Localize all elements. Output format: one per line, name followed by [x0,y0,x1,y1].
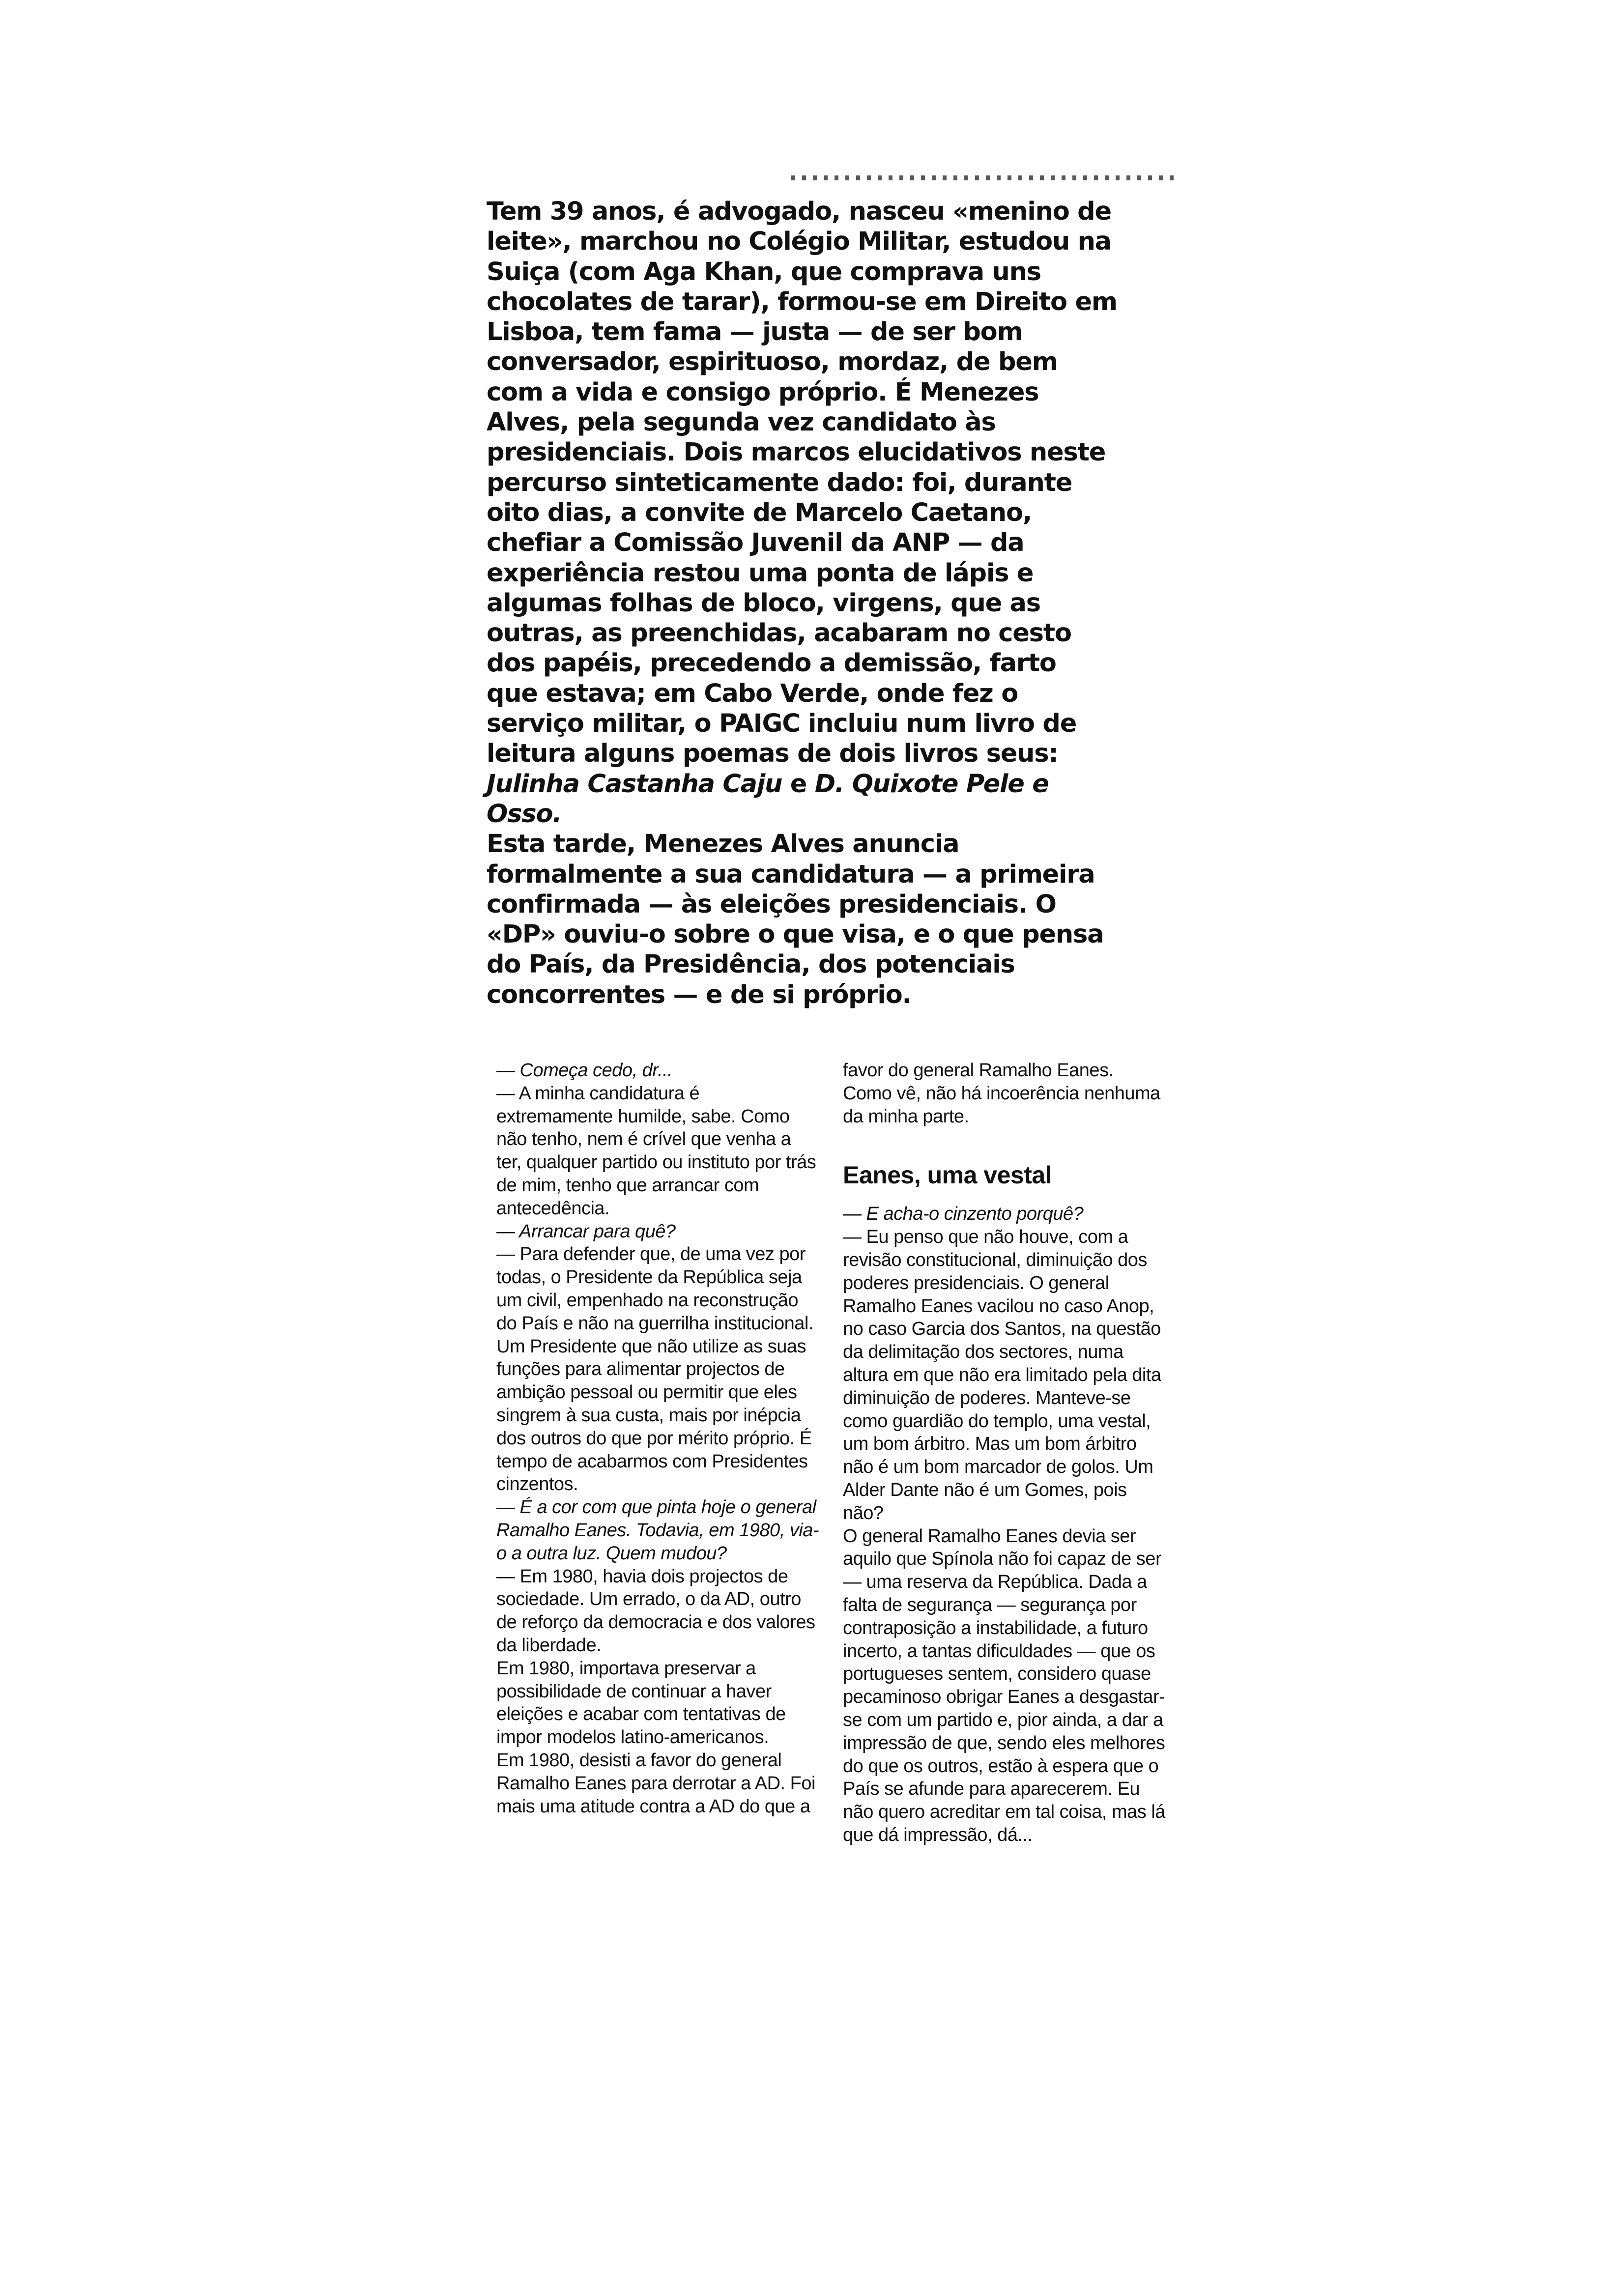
intro-line: serviço militar, o PAIGC incluiu num livro de [487,709,1077,739]
intro-line: algumas folhas de bloco, virgens, que as [487,588,1040,618]
intro-line: conversador, espirituoso, mordaz, de bem [487,347,1058,377]
interview-answer: — Eu penso que não houve, com a revisão constitucional, diminuição dos poderes presidenciais. O general Ramalho Eanes vacilou no caso Anop, no caso Garcia dos Santos, na questão da delimitação dos sectores, numa altura em que não era limitado pela dita diminuição de poderes. Manteve-se como guardião do templo, uma vestal, um bom árbitro. Mas um bom árbitro não é um bom marcador de golos. Um Alder Dante não é um Gomes, pois não? [843,1227,1161,1523]
intro-line: do País, da Presidência, dos potenciais [487,950,1015,979]
interview-question: — E acha-o cinzento porquê? [843,1204,1084,1225]
intro-line: com a vida e consigo próprio. É Menezes [487,377,1039,407]
intro-paragraph [487,197,1180,769]
interview-answer: — Para defender que, de uma vez por todas, o Presidente da República seja um civil, empenhado na reconstrução do País e não na guerrilha institucional. Um Presidente que não utilize as suas funções para alimentar projectos de ambição pessoal ou permitir que eles singrem à sua custa, mais por inépcia dos outros do que por mérito próprio. É tempo de acabarmos com Presidentes cinzentos. [496,1244,813,1495]
intro-line: concorrentes — e de si próprio. [487,980,911,1009]
books-join: e [782,769,815,799]
intro-line: formalmente a sua candidatura — a primeira [487,860,1095,889]
intro-line: dos papéis, precedendo a demissão, farto [487,649,1056,678]
interview-question: — Começa cedo, dr... [496,1060,673,1081]
intro-line: Esta tarde, Menezes Alves anuncia [487,830,959,859]
intro-line: leitura alguns poemas de dois livros seus: [487,739,1058,769]
intro-line: outras, as preenchidas, acabaram no cesto [487,619,1071,648]
intro-line: Lisboa, tem fama — justa — de ser bom [487,317,1023,347]
intro-line: Suiça (com Aga Khan, que comprava uns [487,257,1041,287]
intro-books-line-2 [487,799,1180,829]
intro-books-line-1 [487,769,1180,799]
interview-answer: — Em 1980, havia dois projectos de sociedade. Um errado, o da AD, outro de reforço da democracia e dos valores da liberdade. [496,1566,815,1656]
right-column-body [843,1203,1167,1846]
intro-line: oito dias, a convite de Marcelo Caetano, [487,498,1032,527]
interview-answer: Em 1980, desisti a favor do general Ramalho Eanes para derrotar a AD. Foi mais uma atitude contra a AD do que a [496,1750,815,1817]
interview-left-column [496,1059,821,1818]
intro-line: Tem 39 anos, é advogado, nasceu «menino de [487,197,1111,226]
book-title-quixote-end: Osso. [487,799,562,829]
intro-line: Alves, pela segunda vez candidato às [487,408,996,437]
intro-line: chefiar a Comissão Juvenil da ANP — da [487,528,1024,558]
book-title-julinha: Julinha Castanha Caju [487,769,782,799]
intro-line: chocolates de tarar), formou-se em Direito em [487,287,1117,316]
intro-paragraph-2 [487,829,1180,1010]
interview-answer: O general Ramalho Eanes devia ser aquilo que Spínola não foi capaz de ser — uma reserva da República. Dada a falta de segurança — segurança por contraposição a instabilidade, a futuro incerto, a tantas dificuldades — que os portugueses sentem, considero quase pecaminoso obrigar Eanes a desgastar-se com um partido e, pior ainda, a dar a impressão de que, sendo eles melhores do que os outros, estão à espera que o País se afunde para aparecerem. Eu não quero acreditar em tal coisa, mas lá que dá impressão, dá... [843,1525,1165,1845]
interview-question: — Arrancar para quê? [496,1221,676,1242]
intro-line: confirmada — às eleições presidenciais. O [487,890,1056,919]
article-intro [487,197,1180,1010]
subheading: Eanes, uma vestal [843,1161,1052,1189]
scan-noise-top [791,175,1175,180]
intro-line: percurso sinteticamente dado: foi, durante [487,468,1072,497]
interview-question: — É a cor com que pinta hoje o general Ramalho Eanes. Todavia, em 1980, via-o a outra luz. Quem mudou? [496,1497,819,1564]
interview-answer: Em 1980, importava preservar a possibilidade de continuar a haver eleições e acabar com tentativas de impor modelos latino-americanos. [496,1658,786,1748]
intro-line: que estava; em Cabo Verde, onde fez o [487,679,1018,708]
book-title-quixote: D. Quixote Pele e [814,769,1049,799]
intro-line: experiência restou uma ponta de lápis e [487,558,1034,588]
right-column-continuation: favor do general Ramalho Eanes. Como vê, não há incoerência nenhuma da minha parte. [843,1060,1160,1127]
interview-right-column [843,1059,1167,1847]
intro-line: «DP» ouviu-o sobre o que visa, e o que pensa [487,920,1104,949]
newspaper-clipping [487,170,1184,2052]
interview-answer: — A minha candidatura é extremamente humilde, sabe. Como não tenho, nem é crível que venha a ter, qualquer partido ou instituto por trás de mim, tenho que arrancar com antecedência. [496,1083,816,1219]
intro-line: presidenciais. Dois marcos elucidativos neste [487,438,1106,467]
intro-line: leite», marchou no Colégio Militar, estudou na [487,227,1111,257]
